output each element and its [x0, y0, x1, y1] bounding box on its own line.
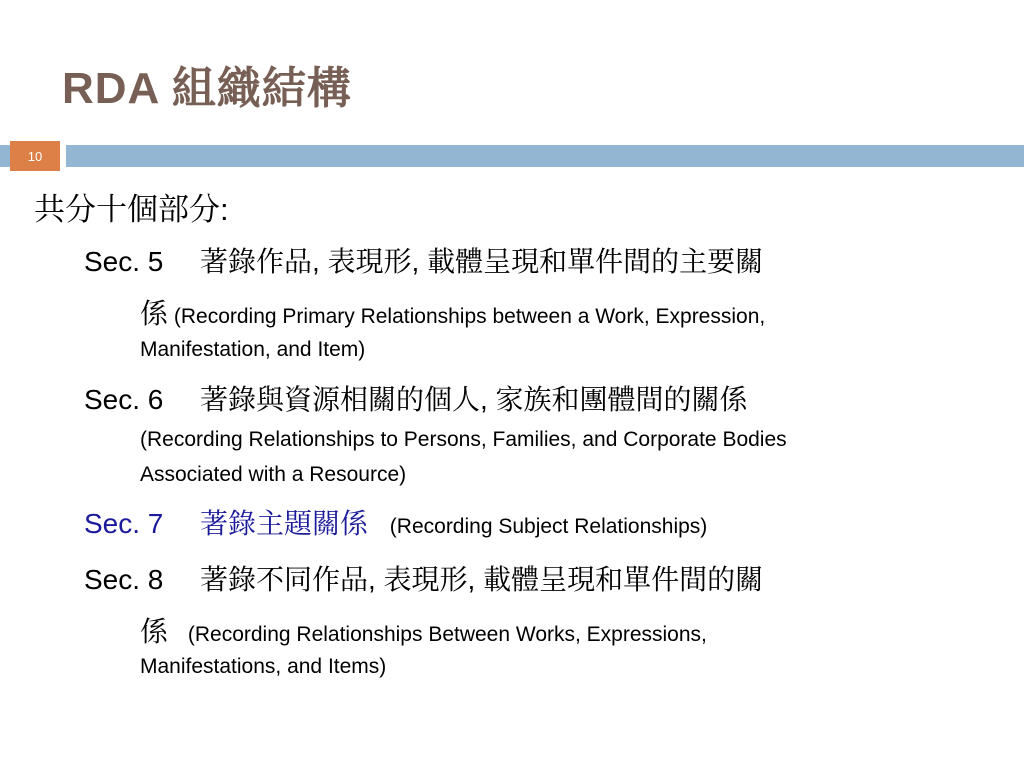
section-title-zh: 著錄不同作品, 表現形, 載體呈現和單件間的關 — [200, 564, 764, 595]
slide-title: RDA 組織結構 — [62, 64, 352, 113]
section-title-zh-cont: 係 — [140, 616, 169, 647]
section-6-heading — [84, 376, 984, 424]
section-title-en: (Recording Subject Relationships) — [389, 515, 708, 538]
slide-number: 10 — [10, 141, 60, 171]
intro-text: 共分十個部分: — [34, 192, 229, 227]
section-5-heading — [84, 238, 984, 286]
section-5-continuation — [140, 292, 765, 332]
section-6-en-line1: (Recording Relationships to Persons, Families, and Corporate Bodies — [140, 428, 787, 451]
section-title-zh: 著錄作品, 表現形, 載體呈現和單件間的主要關 — [200, 246, 764, 277]
section-title-zh: 著錄主題關係 — [200, 508, 369, 539]
section-title-en: (Recording Primary Relationships between a Work, Expression, — [173, 305, 766, 328]
section-7-heading — [84, 500, 984, 551]
section-label: Sec. 5 — [84, 246, 164, 277]
section-label: Sec. 7 — [84, 508, 164, 539]
section-8-en-line2: Manifestations, and Items) — [140, 655, 387, 678]
section-label: Sec. 8 — [84, 564, 164, 595]
section-6-en-line2: Associated with a Resource) — [140, 463, 407, 486]
section-title-zh: 著錄與資源相關的個人, 家族和團體間的關係 — [200, 384, 748, 415]
section-8-continuation — [140, 610, 707, 650]
section-title-zh-cont: 係 — [140, 298, 169, 329]
header-bar-right — [66, 145, 1024, 167]
section-title-en: (Recording Relationships Between Works, Expressions, — [187, 623, 707, 646]
section-label: Sec. 6 — [84, 384, 164, 415]
section-8-heading — [84, 556, 984, 604]
section-5-en-line2: Manifestation, and Item) — [140, 338, 366, 361]
header-bar-left — [0, 145, 10, 167]
